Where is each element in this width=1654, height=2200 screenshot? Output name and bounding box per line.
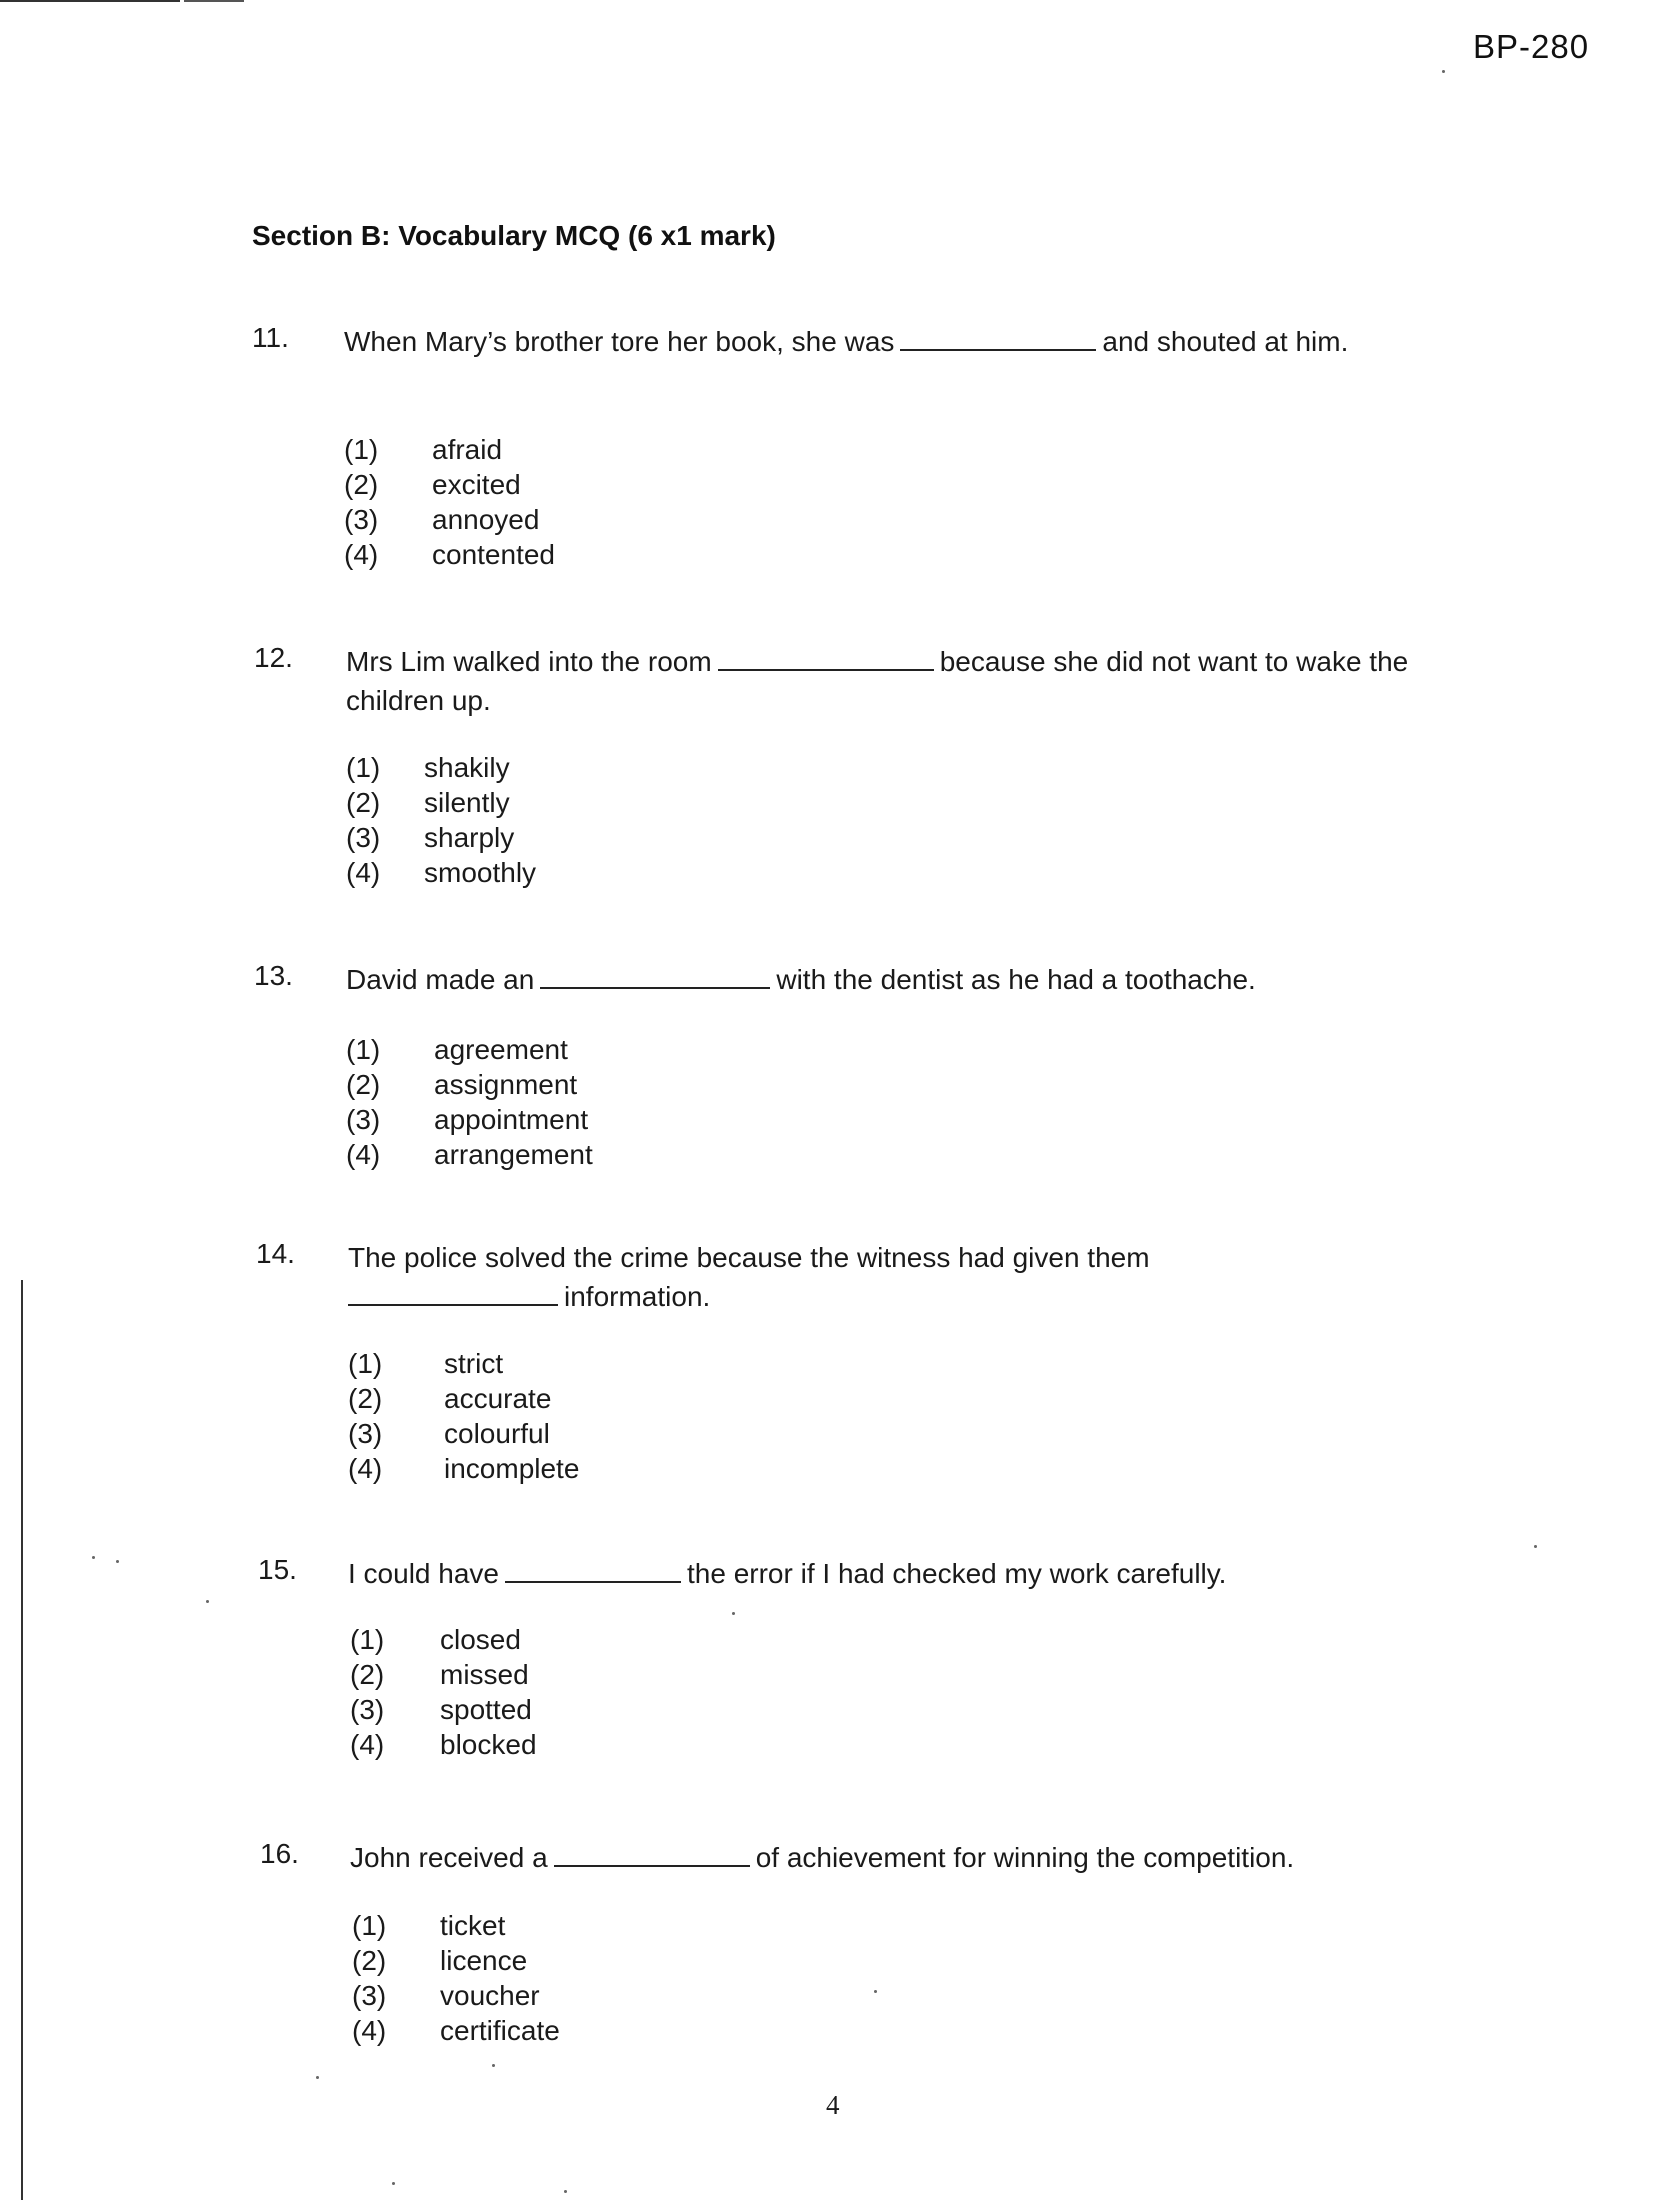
option[interactable] <box>352 1978 560 2013</box>
option[interactable] <box>346 820 536 855</box>
option[interactable] <box>344 432 555 467</box>
scan-speck <box>116 1560 119 1563</box>
option-number: (3) <box>348 1418 383 1449</box>
option-number: (3) <box>346 822 381 853</box>
option-number: (3) <box>344 504 379 535</box>
option-number: (1) <box>344 434 379 465</box>
option-text: strict <box>444 1348 504 1379</box>
question-text <box>344 322 1364 361</box>
scan-edge-line <box>184 0 244 2</box>
scan-speck <box>732 1612 735 1615</box>
option-number: (4) <box>350 1729 385 1760</box>
question-text-after: because she did not want to wake the children up. <box>346 646 1409 716</box>
option-number: (2) <box>346 787 381 818</box>
scan-speck <box>92 1556 95 1559</box>
option[interactable] <box>350 1692 537 1727</box>
options-list <box>346 750 536 890</box>
question-text-before: The police solved the crime because the witness had given them <box>348 1242 1150 1273</box>
scan-speck <box>874 1990 877 1993</box>
option-text: silently <box>424 787 510 818</box>
option-text: certificate <box>440 2015 560 2046</box>
option-number: (1) <box>346 752 381 783</box>
option[interactable] <box>346 785 536 820</box>
option[interactable] <box>352 1943 560 1978</box>
option[interactable] <box>344 537 555 572</box>
question-number: 13. <box>254 960 293 991</box>
options-list <box>352 1908 560 2048</box>
option[interactable] <box>352 2013 560 2048</box>
option-number: (4) <box>348 1453 383 1484</box>
scan-edge-line <box>0 0 180 2</box>
answer-blank <box>900 327 1096 351</box>
option-number: (2) <box>346 1069 381 1100</box>
option-text: arrangement <box>434 1139 593 1170</box>
option-text: spotted <box>440 1694 532 1725</box>
question-text-before: David made an <box>346 964 535 995</box>
option-text: sharply <box>424 822 515 853</box>
option-number: (2) <box>350 1659 385 1690</box>
option-text: ticket <box>440 1910 506 1941</box>
option-text: contented <box>432 539 555 570</box>
answer-blank <box>554 1843 750 1867</box>
question-text-after: the error if I had checked my work carefully. <box>687 1558 1227 1589</box>
options-list <box>344 432 555 572</box>
scan-speck <box>392 2182 395 2185</box>
option-number: (4) <box>352 2015 387 2046</box>
question-number: 15. <box>258 1554 297 1585</box>
question-text <box>348 1238 1268 1316</box>
option[interactable] <box>344 467 555 502</box>
option-text: closed <box>440 1624 521 1655</box>
option-number: (3) <box>346 1104 381 1135</box>
options-list <box>350 1622 537 1762</box>
question-text-before: Mrs Lim walked into the room <box>346 646 712 677</box>
question-text-after: with the dentist as he had a toothache. <box>776 964 1256 995</box>
option-number: (4) <box>346 857 381 888</box>
option-number: (1) <box>346 1034 381 1065</box>
option-text: incomplete <box>444 1453 580 1484</box>
option[interactable] <box>352 1908 560 1943</box>
option[interactable] <box>346 1067 593 1102</box>
question-number: 12. <box>254 642 293 673</box>
option-text: voucher <box>440 1980 540 2011</box>
option[interactable] <box>348 1416 579 1451</box>
option-number: (4) <box>346 1139 381 1170</box>
option[interactable] <box>348 1451 579 1486</box>
scan-speck <box>316 2076 319 2079</box>
option-text: agreement <box>434 1034 568 1065</box>
section-heading: Section B: Vocabulary MCQ (6 x1 mark) <box>252 220 776 251</box>
option-text: annoyed <box>432 504 540 535</box>
option-number: (3) <box>352 1980 387 2011</box>
option-text: licence <box>440 1945 528 1976</box>
question-text-after: information. <box>564 1281 711 1312</box>
option-number: (2) <box>348 1383 383 1414</box>
question-text-after: of achievement for winning the competition. <box>755 1842 1295 1873</box>
option-text: smoothly <box>424 857 537 888</box>
question-number: 11. <box>252 322 289 353</box>
question-text-before: I could have <box>348 1558 499 1589</box>
question-text <box>350 1838 1500 1877</box>
options-list <box>346 1032 593 1172</box>
scan-edge-line <box>21 1280 23 2200</box>
option[interactable] <box>346 1032 593 1067</box>
answer-blank <box>540 965 770 989</box>
option[interactable] <box>350 1622 537 1657</box>
option-number: (3) <box>350 1694 385 1725</box>
page-number: 4 <box>826 2090 840 2120</box>
option-text: accurate <box>444 1383 552 1414</box>
option[interactable] <box>350 1657 537 1692</box>
scan-speck <box>564 2190 567 2193</box>
question-number: 16. <box>260 1838 299 1869</box>
option-text: afraid <box>432 434 503 465</box>
options-list <box>348 1346 579 1486</box>
option[interactable] <box>346 1102 593 1137</box>
document-code: BP-280 <box>1473 28 1590 65</box>
question-text <box>348 1554 1498 1593</box>
scan-speck <box>1534 1545 1537 1548</box>
option-text: assignment <box>434 1069 578 1100</box>
option-number: (1) <box>348 1348 383 1379</box>
question-number: 14. <box>256 1238 295 1269</box>
option-text: appointment <box>434 1104 589 1135</box>
option-number: (4) <box>344 539 379 570</box>
option-text: missed <box>440 1659 529 1690</box>
option[interactable] <box>344 502 555 537</box>
option-number: (1) <box>352 1910 387 1941</box>
scan-speck <box>206 1600 209 1603</box>
option-text: blocked <box>440 1729 537 1760</box>
question-text-before: John received a <box>350 1842 548 1873</box>
scan-speck <box>492 2064 495 2067</box>
option-number: (1) <box>350 1624 385 1655</box>
answer-blank <box>718 647 934 671</box>
scan-speck <box>1442 70 1445 73</box>
answer-blank <box>348 1282 558 1306</box>
option-number: (2) <box>344 469 379 500</box>
question-text-after: and shouted at him. <box>1102 326 1349 357</box>
option-text: colourful <box>444 1418 550 1449</box>
option[interactable] <box>348 1381 579 1416</box>
option-text: excited <box>432 469 521 500</box>
question-text <box>346 642 1426 720</box>
option-text: shakily <box>424 752 510 783</box>
option[interactable] <box>346 855 536 890</box>
question-text-before: When Mary’s brother tore her book, she was <box>344 326 895 357</box>
option[interactable] <box>350 1727 537 1762</box>
question-text <box>346 960 1446 999</box>
option[interactable] <box>346 1137 593 1172</box>
option[interactable] <box>346 750 536 785</box>
option-number: (2) <box>352 1945 387 1976</box>
answer-blank <box>505 1559 681 1583</box>
option[interactable] <box>348 1346 579 1381</box>
